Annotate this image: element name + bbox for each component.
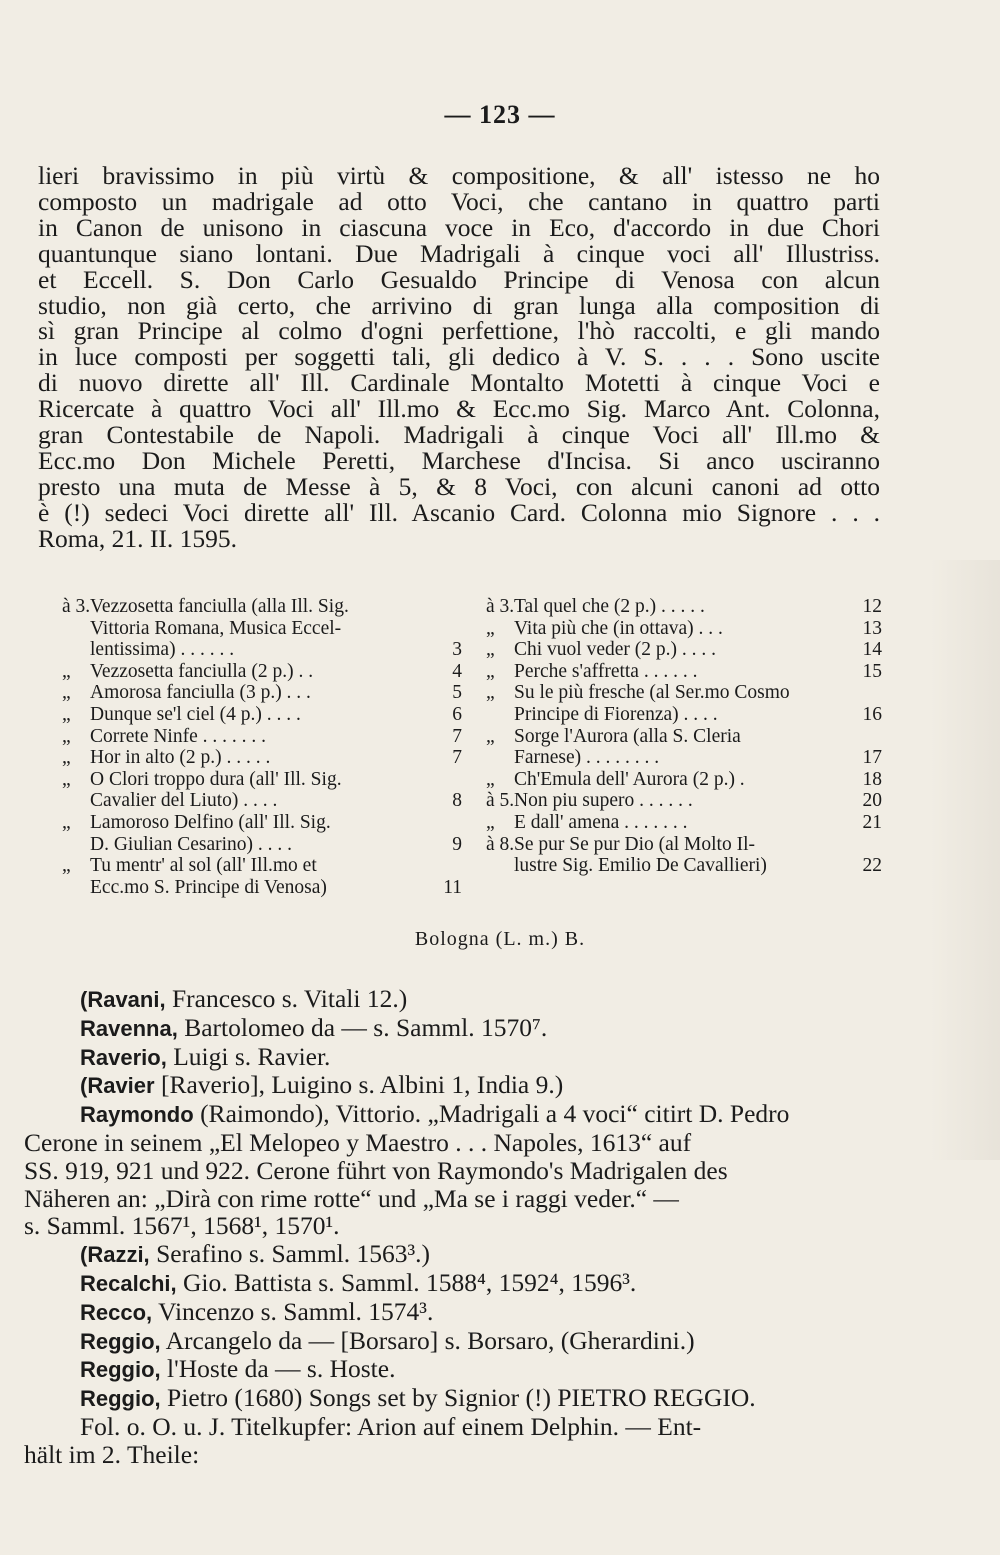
piece-number: 7	[452, 747, 462, 769]
voice-count: „	[486, 725, 495, 747]
piece-number	[856, 834, 882, 856]
entry-headword: Reggio,	[80, 1328, 161, 1354]
paragraph-line: Ricercate à quattro Voci all' Ill.mo & Ecc.mo Sig. Marco Ant. Colonna,	[38, 394, 880, 424]
voice-count: „	[486, 660, 495, 682]
paragraph-line: sì gran Principe al colmo d'ogni perfettione, l'hò raccolti, e gli mando	[38, 316, 880, 346]
entry-line	[24, 1327, 882, 1356]
contents-row	[62, 682, 462, 704]
contents-row	[486, 704, 882, 726]
piece-number	[856, 726, 882, 748]
entry-headword: Recco,	[80, 1299, 153, 1325]
piece-title: E dall' amena . . . . . . .	[514, 811, 688, 833]
entry-text: Gio. Battista s. Samml. 1588⁴, 1592⁴, 1596³.	[176, 1267, 637, 1297]
piece-title: lentissima) . . . . . .	[90, 639, 235, 661]
contents-row	[486, 855, 882, 877]
library-siglum: Bologna (L. m.) B.	[414, 928, 586, 950]
entry-headword: Reggio,	[80, 1357, 161, 1383]
contents-row	[486, 661, 882, 683]
contents-row	[486, 790, 882, 812]
piece-title: Cavalier del Liuto) . . . .	[90, 790, 278, 812]
voice-count: „	[62, 768, 71, 790]
piece-number: 5	[452, 682, 462, 704]
piece-title: D. Giulian Cesarino) . . . .	[90, 833, 293, 855]
piece-title: Perche s'affretta . . . . . .	[514, 660, 698, 682]
contents-row	[62, 704, 462, 726]
contents-row	[486, 834, 882, 856]
entry-text: Bartolomeo da — s. Samml. 1570⁷.	[177, 1012, 548, 1042]
entry-line	[24, 1014, 882, 1043]
piece-number: 3	[452, 639, 462, 661]
piece-number: 7	[452, 725, 462, 747]
contents-row	[62, 726, 462, 748]
piece-title: Principe di Fiorenza) . . . .	[514, 703, 718, 725]
entry-text: Luigi s. Ravier.	[166, 1041, 331, 1071]
entry-line	[24, 1157, 882, 1185]
entry-line	[24, 1100, 882, 1129]
entry-line	[24, 1355, 882, 1384]
contents-row	[486, 747, 882, 769]
piece-number: 18	[862, 768, 882, 790]
voice-count	[486, 855, 514, 877]
voice-count: à 5.	[486, 790, 515, 812]
paragraph-line: studio, non già certo, che arrivino di gran lunga alla composition di	[38, 290, 880, 320]
entry-text: Pietro (1680) Songs set by Signior (!) PIETRO REGGIO.	[160, 1383, 756, 1413]
voice-count: à 3.	[486, 596, 515, 617]
contents-row	[62, 877, 462, 899]
entry-text: Näheren an: „Dirà con rime rotte“ und „Ma se i raggi veder.“ —	[24, 1183, 679, 1213]
piece-number: 13	[862, 617, 882, 639]
voice-count: „	[486, 768, 495, 790]
voice-count	[62, 639, 90, 661]
piece-title: O Clori troppo dura (all' Ill. Sig.	[90, 768, 342, 790]
piece-title: Vittoria Romana, Musica Eccel-	[90, 617, 342, 639]
contents-row	[486, 726, 882, 748]
entry-line	[24, 1269, 882, 1298]
piece-number: 9	[452, 833, 462, 855]
entry-headword: Raverio,	[80, 1044, 167, 1070]
body-paragraph	[38, 163, 880, 552]
piece-number: 12	[862, 596, 882, 617]
paragraph-line: lieri bravissimo in più virtù & compositione, & all' istesso ne ho	[38, 161, 880, 190]
contents-row	[486, 812, 882, 834]
piece-title: Non piu supero . . . . . .	[514, 790, 693, 812]
voice-count: „	[62, 660, 71, 682]
entry-text: hält im 2. Theile:	[24, 1439, 200, 1469]
entry-line	[24, 1212, 882, 1240]
piece-title: Ecc.mo S. Principe di Venosa)	[90, 876, 327, 898]
paragraph-line: presto una muta de Messe à 5, & 8 Voci, con alcuni canoni ad otto	[38, 471, 880, 501]
voice-count	[62, 834, 90, 856]
voice-count: „	[62, 703, 71, 725]
voice-count: à 3.	[62, 596, 91, 617]
contents-row	[62, 661, 462, 683]
paragraph-line: è (!) sedeci Voci dirette all' Ill. Ascanio Card. Colonna mio Signore . . .	[38, 497, 880, 527]
voice-count: à 8.	[486, 833, 515, 855]
contents-row	[62, 834, 462, 856]
page-shadow	[930, 560, 1000, 1160]
piece-title: Dunque se'l ciel (4 p.) . . . .	[90, 703, 301, 725]
piece-title: Correte Ninfe . . . . . . .	[90, 725, 266, 747]
entry-text: s. Samml. 1567¹, 1568¹, 1570¹.	[24, 1211, 340, 1241]
entry-text: Serafino s. Samml. 1563³.)	[149, 1239, 431, 1269]
contents-row	[486, 769, 882, 791]
entry-headword: (Ravier	[80, 1073, 155, 1099]
piece-number: 15	[862, 660, 882, 682]
entry-line	[24, 1384, 882, 1413]
voice-count: „	[62, 725, 71, 747]
entry-headword: Ravenna,	[80, 1015, 178, 1041]
contents-row	[486, 596, 882, 618]
contents-row	[62, 639, 462, 661]
piece-title: Se pur Se pur Dio (al Molto Il-	[514, 833, 756, 855]
contents-row	[62, 747, 462, 769]
piece-number: 22	[862, 855, 882, 877]
entry-headword: Reggio,	[80, 1386, 161, 1412]
piece-title: Tal quel che (2 p.) . . . . .	[514, 596, 705, 617]
entry-text: SS. 919, 921 und 922. Cerone führt von Raymondo's Madrigalen des	[24, 1155, 728, 1185]
voice-count: „	[486, 617, 495, 639]
piece-number: 20	[862, 790, 882, 812]
piece-title: Hor in alto (2 p.) . . . . .	[90, 747, 271, 769]
entry-line	[24, 1298, 882, 1327]
entry-line	[24, 1240, 882, 1269]
voice-count	[486, 704, 514, 726]
piece-number	[856, 682, 882, 704]
entry-headword: Raymondo	[80, 1102, 194, 1128]
voice-count: „	[62, 811, 71, 833]
page-number: — 123 —	[444, 100, 556, 129]
contents-row	[62, 812, 462, 834]
paragraph-line: in luce composti per soggetti tali, gli dedico à V. S. . . . Sono uscite	[38, 342, 880, 372]
entry-text: Francesco s. Vitali 12.)	[165, 984, 408, 1013]
entry-headword: Recalchi,	[80, 1270, 177, 1296]
voice-count: „	[62, 682, 71, 704]
entry-text: [Raverio], Luigino s. Albini 1, India 9.)	[154, 1070, 564, 1100]
entry-line	[24, 985, 882, 1014]
voice-count	[486, 747, 514, 769]
voice-count: „	[486, 639, 495, 661]
entry-line	[24, 1129, 882, 1157]
paragraph-line: gran Contestabile de Napoli. Madrigali à cinque Voci all' Ill.mo &	[38, 420, 880, 450]
contents-row	[62, 790, 462, 812]
entry-text: l'Hoste da — s. Hoste.	[160, 1354, 396, 1384]
piece-title: Chi vuol veder (2 p.) . . . .	[514, 639, 717, 661]
contents-row	[62, 596, 462, 618]
entry-headword: (Razzi,	[80, 1242, 150, 1268]
paragraph-line: in Canon de unisono in ciascuna voce in Eco, d'accordo in due Chori	[38, 212, 880, 242]
entry-line	[24, 1413, 882, 1441]
piece-number: 16	[862, 703, 882, 725]
voice-count: „	[486, 811, 495, 833]
piece-number: 21	[862, 811, 882, 833]
voice-count	[62, 877, 90, 899]
entry-line	[24, 1185, 882, 1213]
piece-title: Sorge l'Aurora (alla S. Cleria	[514, 725, 741, 747]
piece-number: 4	[452, 660, 462, 682]
piece-title: lustre Sig. Emilio De Cavallieri)	[514, 855, 767, 877]
paragraph-line: quantunque siano lontani. Due Madrigali à cinque voci all' Illustriss.	[38, 238, 880, 268]
paragraph-line: Ecc.mo Don Michele Peretti, Marchese d'Incisa. Si anco usciranno	[38, 445, 880, 475]
entry-text: Arcangelo da — [Borsaro] s. Borsaro, (Gherardini.)	[160, 1325, 695, 1355]
contents-column-left	[62, 596, 462, 898]
piece-number	[436, 596, 462, 618]
piece-title: Vezzosetta fanciulla (2 p.) . .	[90, 660, 314, 682]
entry-text: Vincenzo s. Samml. 1574³.	[152, 1296, 434, 1326]
entry-line	[24, 1071, 882, 1100]
piece-title: Amorosa fanciulla (3 p.) . . .	[90, 682, 311, 704]
voice-count	[62, 790, 90, 812]
piece-title: Vita più che (in ottava) . . .	[514, 617, 723, 639]
contents-column-right	[486, 596, 882, 877]
entry-text: Fol. o. O. u. J. Titelkupfer: Arion auf einem Delphin. — Ent-	[80, 1411, 702, 1441]
piece-number	[436, 769, 462, 791]
piece-number: 8	[452, 790, 462, 812]
piece-title: Vezzosetta fanciulla (alla Ill. Sig.	[90, 596, 349, 617]
contents-row	[62, 855, 462, 877]
piece-title: Lamoroso Delfino (all' Ill. Sig.	[90, 811, 331, 833]
contents-row	[486, 618, 882, 640]
entry-text: (Raimondo), Vittorio. „Madrigali a 4 voci“ citirt D. Pedro	[193, 1099, 790, 1129]
paragraph-line: composto un madrigale ad otto Voci, che cantano in quattro parti	[38, 186, 880, 216]
paragraph-line: di nuovo dirette all' Ill. Cardinale Montalto Motetti à cinque Voci e	[38, 368, 880, 398]
voice-count: „	[62, 855, 71, 877]
dictionary-entries	[24, 985, 882, 1469]
piece-number: 14	[862, 639, 882, 661]
paragraph-line: et Eccell. S. Don Carlo Gesualdo Principe di Venosa con alcun	[38, 264, 880, 294]
voice-count: „	[486, 682, 495, 704]
contents-row	[62, 618, 462, 640]
entry-line	[24, 1043, 882, 1072]
entry-headword: (Ravani,	[80, 987, 166, 1012]
entry-text: Cerone in seinem „El Melopeo y Maestro . . . Napoles, 1613“ auf	[24, 1127, 692, 1157]
paragraph-line: Roma, 21. II. 1595.	[38, 523, 238, 553]
piece-title: Ch'Emula dell' Aurora (2 p.) .	[514, 768, 745, 790]
contents-row	[486, 639, 882, 661]
piece-title: Tu mentr' al sol (all' Ill.mo et	[90, 855, 317, 877]
piece-number: 6	[452, 703, 462, 725]
piece-number: 17	[862, 747, 882, 769]
piece-title: Su le più fresche (al Ser.mo Cosmo	[514, 682, 790, 704]
contents-row	[486, 682, 882, 704]
piece-number	[436, 812, 462, 834]
piece-title: Farnese) . . . . . . . .	[514, 747, 660, 769]
voice-count: „	[62, 747, 71, 769]
entry-line	[24, 1441, 882, 1469]
contents-row	[62, 769, 462, 791]
piece-number: 11	[443, 876, 462, 898]
voice-count	[62, 618, 90, 640]
piece-number	[436, 618, 462, 640]
piece-number	[436, 855, 462, 877]
